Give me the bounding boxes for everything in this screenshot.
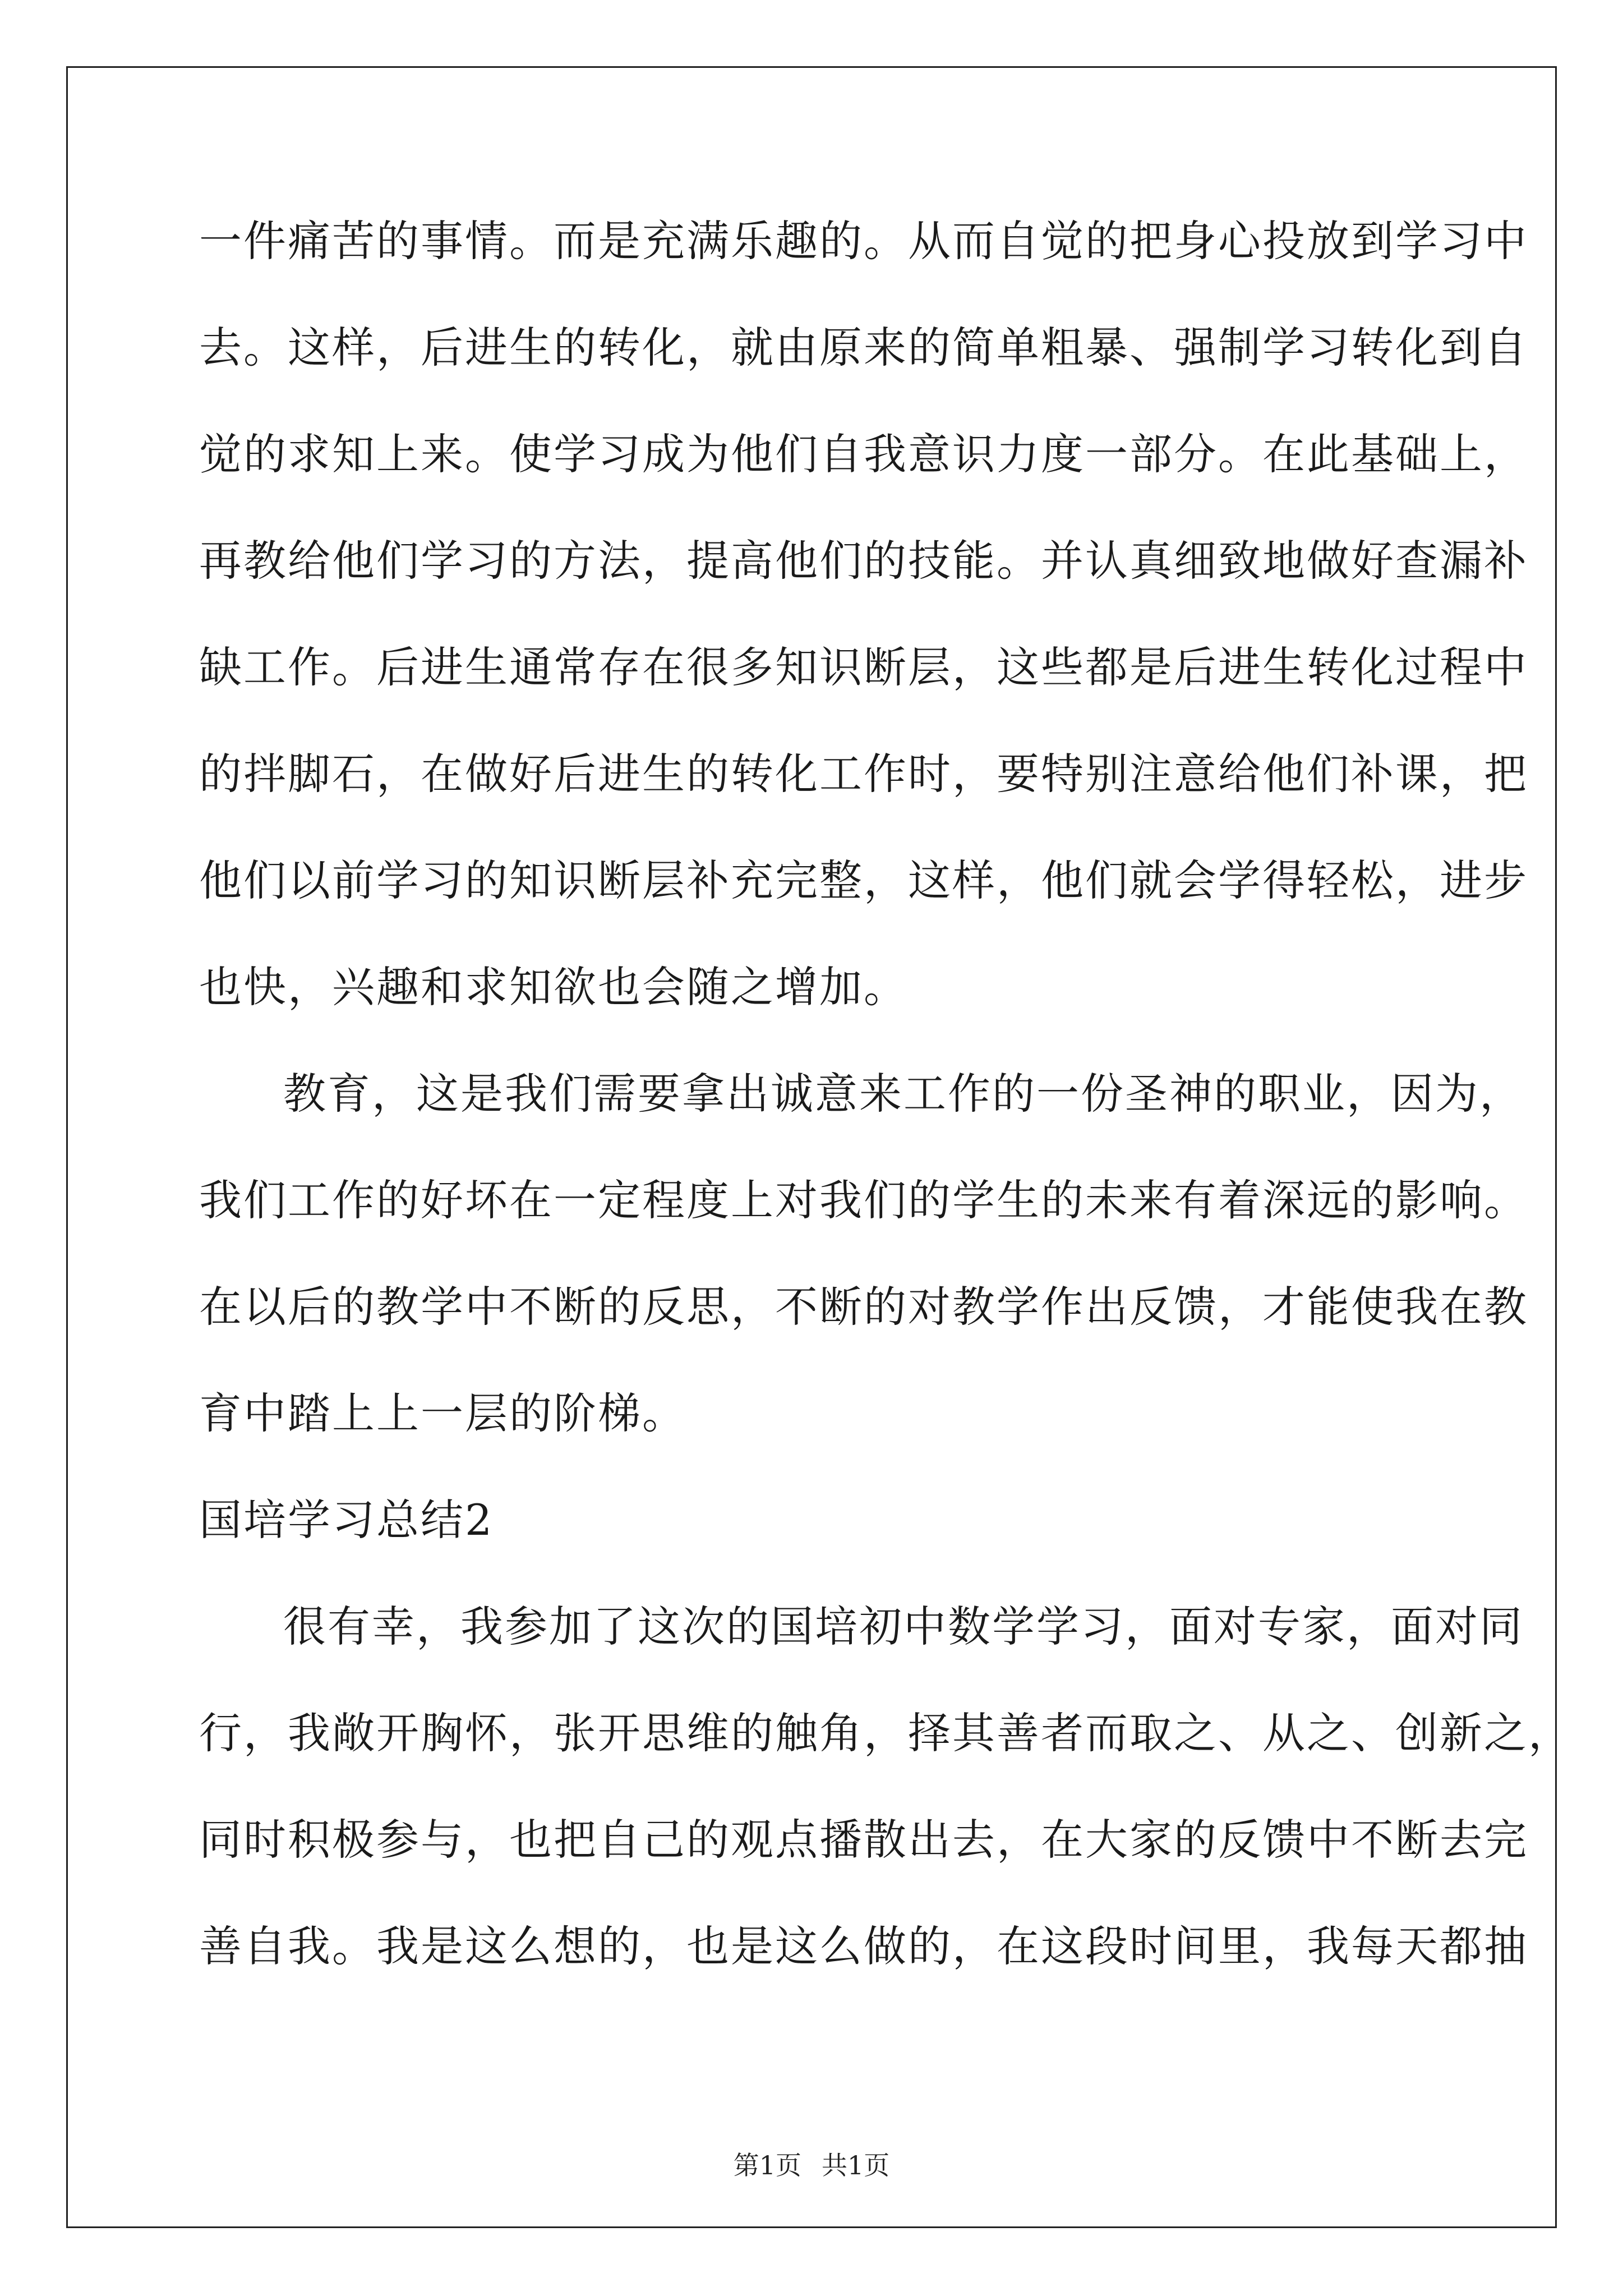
text-line: 行，我敞开胸怀，张开思维的触角，择其善者而取之、从之、创新之， [199,1708,1573,1758]
text-line: 教育，这是我们需要拿出诚意来工作的一份圣神的职业，因为， [283,1069,1524,1119]
text-line: 他们以前学习的知识断层补充完整，这样，他们就会学得轻松，进步 [199,855,1528,905]
text-line: 也快，兴趣和求知欲也会随之增加。 [199,962,908,1012]
text-line: 善自我。我是这么想的，也是这么做的，在这段时间里，我每天都抽 [199,1921,1528,1971]
text-line: 同时积极参与，也把自己的观点播散出去，在大家的反馈中不断去完 [199,1815,1528,1865]
page-footer [0,2148,1623,2182]
text-line: 育中踏上上一层的阶梯。 [199,1388,686,1438]
text-line: 觉的求知上来。使学习成为他们自我意识力度一部分。在此基础上， [199,429,1528,479]
section-heading: 国培学习总结2 [199,1495,494,1545]
page-border [66,66,1557,2228]
text-line: 去。这样，后进生的转化，就由原来的简单粗暴、强制学习转化到自 [199,323,1528,372]
text-line: 一件痛苦的事情。而是充满乐趣的。从而自觉的把身心投放到学习中 [199,216,1528,266]
text-line: 很有幸，我参加了这次的国培初中数学学习，面对专家，面对同 [283,1602,1524,1651]
text-line: 的拌脚石，在做好后进生的转化工作时，要特别注意给他们补课，把 [199,749,1528,799]
text-line: 在以后的教学中不断的反思，不断的对教学作出反馈，才能使我在教 [199,1282,1528,1332]
page-number: 第1页 [733,2150,801,2180]
text-line: 再教给他们学习的方法，提高他们的技能。并认真细致地做好查漏补 [199,536,1528,586]
text-line: 缺工作。后进生通常存在很多知识断层，这些都是后进生转化过程中 [199,642,1528,692]
page-total: 共1页 [822,2150,890,2180]
text-line: 我们工作的好坏在一定程度上对我们的学生的未来有着深远的影响。 [199,1175,1528,1225]
